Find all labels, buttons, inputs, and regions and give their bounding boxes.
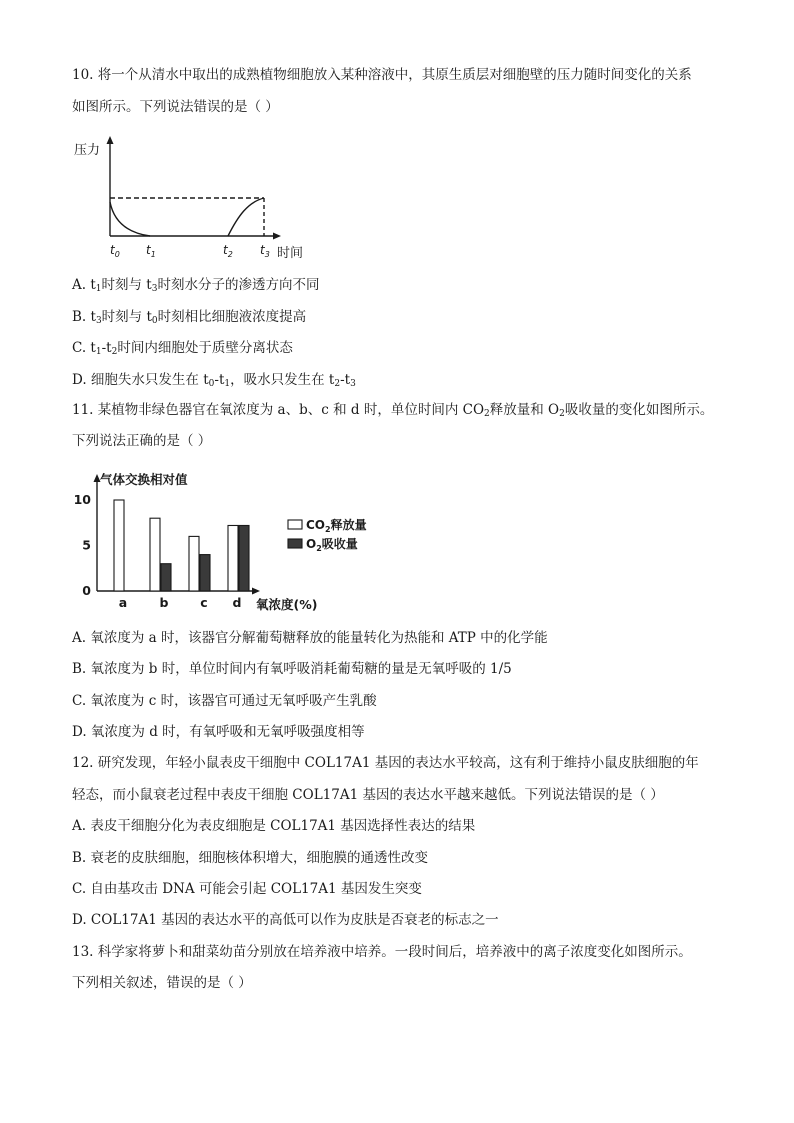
q11-option-c: C. 氧浓度为 c 时，该器官可通过无氧呼吸产生乳酸 [72,693,377,709]
q11-x-axis-arrow [252,588,260,595]
q10-tick-t3: $t_3$ [260,243,270,259]
q10-tick-t1: $t_1$ [146,243,156,259]
q10-tick-t2: $t_2$ [223,243,233,259]
q11-option-d: D. 氧浓度为 d 时，有氧呼吸和无氧呼吸强度相等 [72,724,365,740]
q11-bar-o2-c [200,555,210,591]
q12-stem-line-2: 轻态，而小鼠衰老过程中表皮干细胞 COL17A1 基因的表达水平越来越低。下列说法错误的是（ ） [72,787,664,803]
q11-stem-line-2: 下列说法正确的是（ ） [72,433,212,449]
q11-y-tick-10: 10 [73,492,91,507]
q11-legend-co2: $CO_2$释放量 [306,518,367,534]
q12-option-d: D. COL17A1 基因的表达水平的高低可以作为皮肤是否衰老的标志之一 [72,912,499,928]
q11-x-tick-c: c [200,595,208,610]
q10-curve-increase [228,198,264,236]
q10-curve-decrease [110,202,150,236]
q12-option-a: A. 表皮干细胞分化为表皮细胞是 COL17A1 基因选择性表达的结果 [72,818,476,834]
q10-option-b: B. $t_3$时刻与 $t_0$时刻相比细胞液浓度提高 [72,309,307,326]
q10-option-a: A. $t_1$时刻与 $t_3$时刻水分子的渗透方向不同 [72,277,320,294]
q10-tick-t0: $t_0$ [110,243,120,259]
q10-option-c: C. $t_1-t_2$时间内细胞处于质壁分离状态 [72,340,293,357]
q11-bar-co2-b [150,518,160,591]
q11-x-axis-label: 氧浓度(%) [256,597,318,612]
q11-chart-title: 气体交换相对值 [100,472,188,487]
q12-option-b: B. 衰老的皮肤细胞，细胞核体积增大，细胞膜的通透性改变 [72,850,429,866]
q10-stem-line-2: 如图所示。下列说法错误的是（ ） [72,99,279,115]
q12-option-c: C. 自由基攻击 DNA 可能会引起 COL17A1 基因发生突变 [72,881,422,897]
q11-bar-co2-d [228,525,238,591]
q11-legend-o2: $O_2$吸收量 [306,537,358,553]
q10-x-axis-label: 时间 [277,246,304,261]
q11-bar-chart [70,466,370,614]
q13-stem-line-1: 13. 科学家将萝卜和甜菜幼苗分别放在培养液中培养。一段时间后，培养液中的离子浓度变化如图所示。 [72,944,692,960]
q11-option-b: B. 氧浓度为 b 时，单位时间内有氧呼吸消耗葡萄糖的量是无氧呼吸的 1/5 [72,661,512,677]
q10-x-axis-arrow [273,233,281,240]
q11-bar-co2-c [189,536,199,591]
q12-stem-line-1: 12. 研究发现，年轻小鼠表皮干细胞中 COL17A1 基因的表达水平较高，这有利于维持小鼠皮肤细胞的年 [72,755,699,771]
q11-x-tick-a: a [118,595,128,610]
q13-stem-line-2: 下列相关叙述，错误的是（ ） [72,975,252,991]
q11-bar-o2-d [239,525,249,591]
q10-y-axis-label: 压力 [74,143,101,158]
q11-x-tick-d: d [232,595,242,610]
q10-y-axis-arrow [107,136,114,144]
q11-stem-line-1: 11. 某植物非绿色器官在氧浓度为 a、b、c 和 d 时，单位时间内 $CO_2$释放量和 $O_2$吸收量的变化如图所示。 [72,402,714,419]
q11-y-tick-5: 5 [82,537,91,553]
q11-bar-o2-b [161,564,171,591]
q10-figure-pressure-time [70,132,320,262]
q11-y-tick-0: 0 [82,583,91,598]
q11-option-a: A. 氧浓度为 a 时，该器官分解葡萄糖释放的能量转化为热能和 ATP 中的化学能 [72,630,548,646]
q11-bar-co2-a [114,500,124,591]
q10-stem-line-1: 10. 将一个从清水中取出的成熟植物细胞放入某种溶液中，其原生质层对细胞壁的压力随时间变化的关系 [72,67,692,83]
q10-option-d: D. 细胞失水只发生在 $t_0-t_1$，吸水只发生在 $t_2-t_3$ [72,372,356,389]
q11-legend-swatch-co2 [288,520,302,529]
q11-x-tick-b: b [159,595,169,610]
q11-legend-swatch-o2 [288,539,302,548]
